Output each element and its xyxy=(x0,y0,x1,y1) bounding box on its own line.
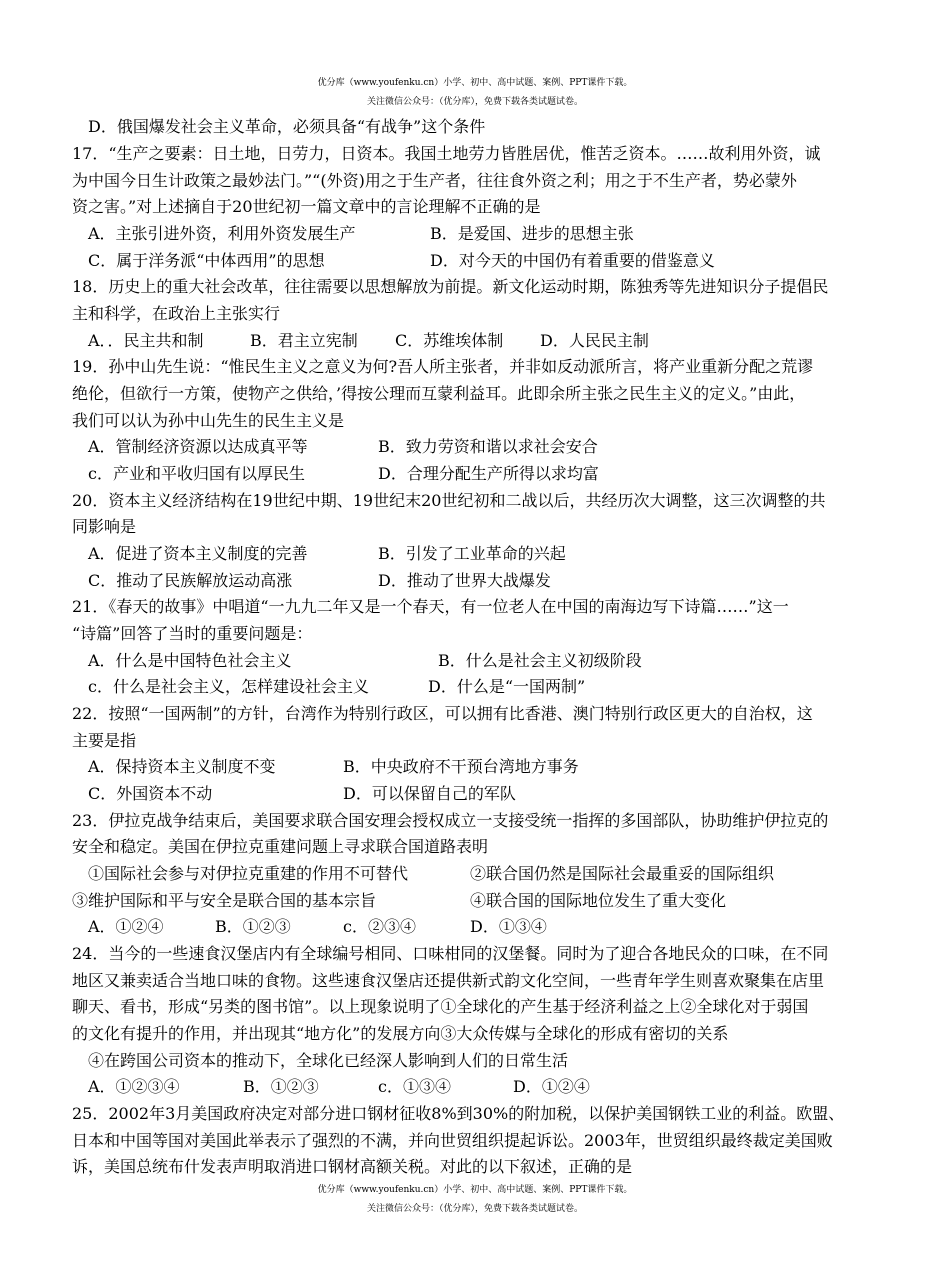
q21-option-d: D．什么是“一国两制” xyxy=(428,677,586,696)
q20-option-a: A．促进了资本主义制度的完善 xyxy=(88,544,308,563)
q17-option-a: A．主张引进外资，利用外资发展生产 xyxy=(88,224,356,243)
q18-option-d: D．人民民主制 xyxy=(540,331,649,350)
q20-option-c: C．推动了民族解放运动高涨 xyxy=(88,571,293,590)
q17-stem-line: 为中国今日生计政策之最妙法门。”“(外资)用之于生产者，往往食外资之利；用之于不生产者，势必蒙外 xyxy=(72,171,797,190)
q21-option-b: B．什么是社会主义初级阶段 xyxy=(438,651,642,670)
q23-stem-line: 23．伊拉克战争结束后，美国要求联合国安理会授权成立一支接受统一指挥的多国部队，协助维护伊拉克的 xyxy=(72,811,829,830)
q21-option-a: A．什么是中国特色社会主义 xyxy=(88,651,292,670)
q24-stem-line: 地区又兼卖适合当地口味的食物。这些速食汉堡店还提供新式韵文化空间，一些青年学生则喜欢聚集在店里 xyxy=(72,971,825,990)
header-line-2: 关注微信公众号：（优分库），免费下载各类试题试卷。 xyxy=(366,97,583,107)
q23-statement: ①国际社会参与对伊拉克重建的作用不可替代 xyxy=(88,864,409,883)
q23-option-a: A．①②④ xyxy=(88,917,164,936)
q17-option-d: D．对今天的中国仍有着重要的借鉴意义 xyxy=(430,251,715,270)
q22-option-c: C．外国资本不动 xyxy=(88,784,213,803)
q18-stem-line: 18．历史上的重大社会改革，往往需要以思想解放为前提。新文化运动时期，陈独秀等先进知识分子提倡民 xyxy=(72,277,829,296)
q19-stem-line: 我们可以认为孙中山先生的民生主义是 xyxy=(72,411,345,430)
q19-stem-line: 绝伦，但欲行一方策，使物产之供给，’得按公理而互蒙利益耳。此即余所主张之民生主义的定义。”由此， xyxy=(72,384,806,403)
q22-option-b: B．中央政府不干预台湾地方事务 xyxy=(343,757,579,776)
q20-stem-line: 同影响是 xyxy=(72,517,137,536)
q17-option-b: B．是爱国、进步的思想主张 xyxy=(430,224,634,243)
q17-option-c: C．属于洋务派“中体西用”的思想 xyxy=(88,251,325,270)
q16-option-d: D．俄国爆发社会主义革命，必须具备“有战争”这个条件 xyxy=(88,117,486,136)
q23-option-c: c．②③④ xyxy=(343,917,416,936)
q21-option-c: c．什么是社会主义，怎样建设社会主义 xyxy=(88,677,369,696)
q18-stem-line: 主和科学，在政治上主张实行 xyxy=(72,304,281,323)
q17-stem-line: 17．“生产之要素：日土地，日劳力，日资本。我国土地劳力皆胜居优，惟苦乏资本。……故利用外资，诚 xyxy=(72,144,821,163)
q24-option-a: A．①②③④ xyxy=(88,1077,180,1096)
q22-stem-line: 主要是指 xyxy=(72,731,137,750)
q22-stem-line: 22．按照“一国两制”的方针，台湾作为特别行政区，可以拥有比香港、澳门特别行政区更大的自治权，这 xyxy=(72,704,813,723)
q24-option-d: D．①②④ xyxy=(513,1077,590,1096)
q25-stem-line: 诉，美国总统布什发表声明取消进口钢材高额关税。对此的以下叙述，正确的是 xyxy=(72,1157,633,1176)
q24-stem-line: 24．当今的一些速食汉堡店内有全球编号相同、口味柑同的汉堡餐。同时为了迎合各地民众的口味，在不同 xyxy=(72,944,829,963)
q20-option-b: B．引发了工业革命的兴起 xyxy=(378,544,566,563)
q23-option-b: B．①②③ xyxy=(215,917,291,936)
q22-option-a: A．保持资本主义制度不变 xyxy=(88,757,276,776)
q25-stem-line: 25．2002年3月美国政府决定对部分进口钢材征收8%到30%的附加税，以保护美国钢铁工业的利益。欧盟、 xyxy=(72,1104,845,1123)
q25-stem-line: 日本和中国等国对美国此举表示了强烈的不满，并向世贸组织提起诉讼。2003年，世贸组织最终裁定美国败 xyxy=(72,1131,833,1150)
q20-stem-line: 20．资本主义经济结构在19世纪中期、19世纪末20世纪初和二战以后，共经历次大调整，这三次调整的共 xyxy=(72,491,826,510)
q18-option-c: C．苏维埃体制 xyxy=(395,331,504,350)
q19-option-d: D．合理分配生产所得以求均富 xyxy=(378,464,599,483)
q20-option-d: D．推动了世界大战爆发 xyxy=(378,571,551,590)
q24-stem-line: 聊天、看书，形成“另类的图书馆”。以上现象说明了①全球化的产生基于经济利益之上②全球化对于弱国 xyxy=(72,997,809,1016)
q23-statement: ④联合国的国际地位发生了重大变化 xyxy=(470,891,727,910)
q23-statement: ②联合国仍然是国际社会最重妥的国际组织 xyxy=(470,864,775,883)
q19-option-c: c．产业和平收归国有以厚民生 xyxy=(88,464,305,483)
q19-option-a: A．管制经济资源以达成真平等 xyxy=(88,437,308,456)
header-line-1: 优分库（www.youfenku.cn）小学、初中、高中试题、案例、PPT课件下载。 xyxy=(317,78,633,88)
q24-option-b: B．①②③ xyxy=(243,1077,319,1096)
q19-stem-line: 19．孙中山先生说：“惟民生主义之意义为何?吾人所主张者，并非如反动派所言，将产业重新分配之荒谬 xyxy=(72,357,814,376)
q24-stem-line: ④在跨国公司资本的推动下，全球化已经深人影响到人们的日常生活 xyxy=(88,1051,569,1070)
q18-option-b: B．君主立宪制 xyxy=(250,331,358,350)
footer-line-1: 优分库（www.youfenku.cn）小学、初中、高中试题、案例、PPT课件下载。 xyxy=(317,1185,633,1195)
q23-statement: ③维护国际和平与安全是联合国的基本宗旨 xyxy=(72,891,377,910)
q21-stem-line: 21．《春天的故事》中唱道“一九九二年又是一个春天，有一位老人在中国的南海边写下诗篇……”这一 xyxy=(72,597,789,616)
footer-line-2: 关注微信公众号：（优分库），免费下载各类试题试卷。 xyxy=(366,1204,583,1214)
q24-stem-line: 的文化有提升的作用，并出现其“地方化”的发展方向③大众传媒与全球化的形成有密切的关系 xyxy=(72,1024,729,1043)
q23-option-d: D．①③④ xyxy=(470,917,547,936)
q22-option-d: D．可以保留自己的军队 xyxy=(343,784,516,803)
q24-option-c: c．①③④ xyxy=(378,1077,451,1096)
q17-stem-line: 资之害。”对上述摘自于20世纪初一篇文章中的言论理解不正确的是 xyxy=(72,197,541,216)
q21-stem-line: “诗篇”回答了当时的重要问题是： xyxy=(72,624,313,643)
q18-option-a: A．．民主共和制 xyxy=(88,331,204,350)
q19-option-b: B．致力劳资和谐以求社会安合 xyxy=(378,437,598,456)
q23-stem-line: 安全和稳定。美国在伊拉克重建问题上寻求联合国道路表明 xyxy=(72,837,489,856)
